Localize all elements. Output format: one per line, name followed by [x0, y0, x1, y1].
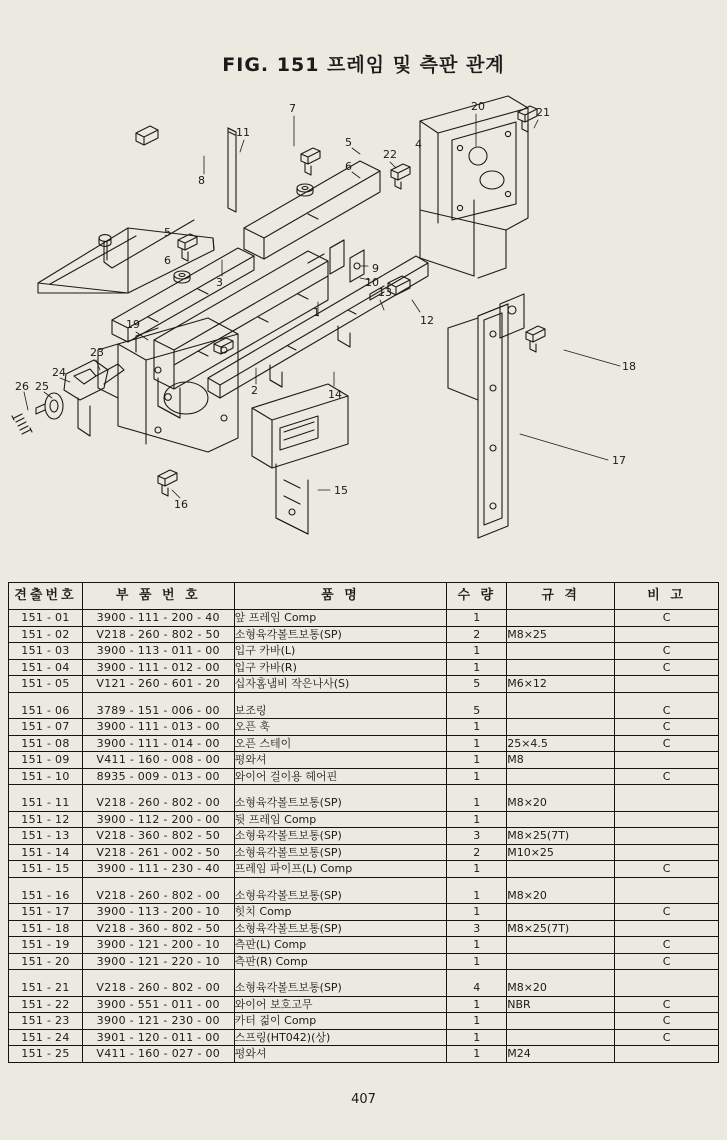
- callout-11: 11: [236, 126, 250, 139]
- cell-remark: [615, 795, 719, 811]
- cell-index: 151 - 17: [9, 904, 83, 921]
- cell-part-name: 소형육각볼트보통(SP): [234, 626, 447, 643]
- cell-spec: M8×25(7T): [507, 828, 615, 845]
- cell-qty: 1: [447, 610, 507, 627]
- cell-part-name: 십자홈냄비 작은나사(S): [234, 676, 447, 693]
- parts-table-container: [8, 582, 719, 1063]
- callout-16: 16: [174, 498, 188, 511]
- cell-part-number: 3901 - 120 - 011 - 00: [82, 1029, 234, 1046]
- cell-remark: [615, 1046, 719, 1063]
- cell-remark: [615, 844, 719, 861]
- spacer-cell: [447, 785, 507, 796]
- cell-spec: 25×4.5: [507, 735, 615, 752]
- cell-index: 151 - 13: [9, 828, 83, 845]
- cell-part-name: 힛치 Comp: [234, 904, 447, 921]
- cell-remark: C: [615, 904, 719, 921]
- cell-spec: M10×25: [507, 844, 615, 861]
- spacer-cell: [9, 692, 83, 703]
- table-row: [9, 752, 719, 769]
- spacer-cell: [507, 785, 615, 796]
- cell-spec: M8×25(7T): [507, 920, 615, 937]
- table-row: [9, 1013, 719, 1030]
- cell-part-name: 평와셔: [234, 1046, 447, 1063]
- cell-part-number: V218 - 261 - 002 - 50: [82, 844, 234, 861]
- callout-5b: 5: [164, 226, 171, 239]
- spacer-cell: [507, 692, 615, 703]
- cell-part-number: 3900 - 111 - 013 - 00: [82, 719, 234, 736]
- cell-index: 151 - 01: [9, 610, 83, 627]
- cell-index: 151 - 12: [9, 811, 83, 828]
- callout-18: 18: [622, 360, 636, 373]
- cell-part-name: 소형육각볼트보통(SP): [234, 844, 447, 861]
- table-row: [9, 980, 719, 996]
- spacer-cell: [615, 970, 719, 981]
- cell-spec: [507, 937, 615, 954]
- cell-remark: C: [615, 643, 719, 660]
- cell-qty: 1: [447, 1029, 507, 1046]
- parts-table: [8, 582, 719, 1063]
- spacer-cell: [9, 877, 83, 888]
- cell-part-number: V218 - 260 - 802 - 00: [82, 980, 234, 996]
- cell-part-number: V218 - 260 - 802 - 00: [82, 888, 234, 904]
- table-row: [9, 811, 719, 828]
- callout-22: 22: [383, 148, 397, 161]
- cell-remark: C: [615, 996, 719, 1013]
- cell-index: 151 - 03: [9, 643, 83, 660]
- table-row: [9, 861, 719, 878]
- cell-qty: 1: [447, 719, 507, 736]
- cell-part-name: 소형육각볼트보통(SP): [234, 920, 447, 937]
- cell-part-name: 앞 프레임 Comp: [234, 610, 447, 627]
- table-row: [9, 1046, 719, 1063]
- cell-remark: [615, 811, 719, 828]
- cell-spec: [507, 904, 615, 921]
- cell-index: 151 - 09: [9, 752, 83, 769]
- table-group-spacer: [9, 970, 719, 981]
- cell-part-name: 측판(L) Comp: [234, 937, 447, 954]
- table-row: [9, 626, 719, 643]
- cell-part-name: 스프링(HT042)(상): [234, 1029, 447, 1046]
- callout-26: 26: [15, 380, 29, 393]
- spacer-cell: [615, 785, 719, 796]
- cell-spec: M8×20: [507, 795, 615, 811]
- callout-8: 8: [198, 174, 205, 187]
- cell-qty: 2: [447, 844, 507, 861]
- cell-qty: 1: [447, 861, 507, 878]
- col-header-spec: 규 격: [507, 583, 615, 610]
- table-row: [9, 844, 719, 861]
- table-row: [9, 703, 719, 719]
- cell-qty: 1: [447, 811, 507, 828]
- callout-12: 12: [420, 314, 434, 327]
- table-row: [9, 735, 719, 752]
- cell-remark: [615, 752, 719, 769]
- page-number: 407: [351, 1092, 376, 1107]
- table-row: [9, 888, 719, 904]
- cell-part-number: 3789 - 151 - 006 - 00: [82, 703, 234, 719]
- cell-remark: C: [615, 659, 719, 676]
- table-row: [9, 920, 719, 937]
- spacer-cell: [234, 970, 447, 981]
- callout-4: 4: [415, 138, 422, 151]
- table-row: [9, 996, 719, 1013]
- cell-remark: C: [615, 1029, 719, 1046]
- spacer-cell: [234, 877, 447, 888]
- cell-index: 151 - 22: [9, 996, 83, 1013]
- spacer-cell: [447, 970, 507, 981]
- cell-remark: [615, 888, 719, 904]
- cell-index: 151 - 21: [9, 980, 83, 996]
- cell-remark: C: [615, 703, 719, 719]
- cell-part-number: V218 - 360 - 802 - 50: [82, 828, 234, 845]
- callout-9: 9: [372, 262, 379, 275]
- spacer-cell: [9, 970, 83, 981]
- table-row: [9, 610, 719, 627]
- cell-index: 151 - 10: [9, 768, 83, 785]
- cell-index: 151 - 06: [9, 703, 83, 719]
- cell-part-number: V411 - 160 - 027 - 00: [82, 1046, 234, 1063]
- cell-remark: C: [615, 953, 719, 970]
- cell-remark: C: [615, 1013, 719, 1030]
- cell-remark: [615, 980, 719, 996]
- spacer-cell: [447, 692, 507, 703]
- cell-remark: C: [615, 735, 719, 752]
- cell-spec: M24: [507, 1046, 615, 1063]
- cell-qty: 1: [447, 659, 507, 676]
- cell-spec: M8×20: [507, 980, 615, 996]
- cell-part-number: V218 - 260 - 802 - 50: [82, 626, 234, 643]
- cell-remark: [615, 626, 719, 643]
- cell-qty: 1: [447, 937, 507, 954]
- callout-7: 7: [289, 102, 296, 115]
- cell-qty: 1: [447, 752, 507, 769]
- callout-20: 20: [471, 100, 485, 113]
- cell-spec: [507, 1029, 615, 1046]
- cell-index: 151 - 08: [9, 735, 83, 752]
- callout-10: 10: [365, 276, 379, 289]
- cell-part-number: 3900 - 121 - 230 - 00: [82, 1013, 234, 1030]
- page-title: FIG. 151 프레임 및 측판 관계: [222, 54, 505, 76]
- cell-qty: 1: [447, 1013, 507, 1030]
- cell-remark: [615, 920, 719, 937]
- callout-23: 23: [90, 346, 104, 359]
- cell-index: 151 - 05: [9, 676, 83, 693]
- col-header-part-number: 부 품 번 호: [82, 583, 234, 610]
- cell-part-name: 와이어 보호고무: [234, 996, 447, 1013]
- cell-remark: C: [615, 937, 719, 954]
- cell-index: 151 - 11: [9, 795, 83, 811]
- cell-part-number: 3900 - 111 - 012 - 00: [82, 659, 234, 676]
- table-row: [9, 643, 719, 660]
- cell-spec: NBR: [507, 996, 615, 1013]
- spacer-cell: [9, 785, 83, 796]
- spacer-cell: [615, 877, 719, 888]
- cell-qty: 1: [447, 1046, 507, 1063]
- cell-index: 151 - 14: [9, 844, 83, 861]
- cell-part-name: 오픈 훅: [234, 719, 447, 736]
- cell-spec: [507, 953, 615, 970]
- callout-21: 21: [536, 106, 550, 119]
- cell-part-number: 8935 - 009 - 013 - 00: [82, 768, 234, 785]
- cell-part-number: 3900 - 112 - 200 - 00: [82, 811, 234, 828]
- cell-part-name: 소형육각볼트보통(SP): [234, 795, 447, 811]
- cell-index: 151 - 25: [9, 1046, 83, 1063]
- callout-19: 19: [126, 318, 140, 331]
- col-header-part-name: 품 명: [234, 583, 447, 610]
- cell-qty: 1: [447, 643, 507, 660]
- cell-qty: 4: [447, 980, 507, 996]
- exploded-parts-diagram: [8, 88, 719, 568]
- cell-qty: 1: [447, 953, 507, 970]
- table-row: [9, 937, 719, 954]
- spacer-cell: [234, 785, 447, 796]
- callout-2: 2: [251, 384, 258, 397]
- cell-part-name: 뒷 프레임 Comp: [234, 811, 447, 828]
- spacer-cell: [447, 877, 507, 888]
- cell-part-number: 3900 - 121 - 200 - 10: [82, 937, 234, 954]
- cell-part-name: 보조링: [234, 703, 447, 719]
- spacer-cell: [82, 970, 234, 981]
- table-row: [9, 1029, 719, 1046]
- cell-qty: 1: [447, 904, 507, 921]
- cell-qty: 5: [447, 676, 507, 693]
- cell-spec: M8: [507, 752, 615, 769]
- table-group-spacer: [9, 785, 719, 796]
- spacer-cell: [82, 877, 234, 888]
- spacer-cell: [82, 785, 234, 796]
- cell-spec: M8×20: [507, 888, 615, 904]
- cell-index: 151 - 02: [9, 626, 83, 643]
- spacer-cell: [507, 970, 615, 981]
- cell-index: 151 - 24: [9, 1029, 83, 1046]
- col-header-remark: 비 고: [615, 583, 719, 610]
- table-row: [9, 768, 719, 785]
- table-group-spacer: [9, 692, 719, 703]
- callout-17: 17: [612, 454, 626, 467]
- callout-3: 3: [216, 276, 223, 289]
- cell-remark: C: [615, 610, 719, 627]
- cell-index: 151 - 18: [9, 920, 83, 937]
- cell-part-name: 오픈 스테이: [234, 735, 447, 752]
- cell-spec: [507, 1013, 615, 1030]
- cell-spec: [507, 659, 615, 676]
- cell-qty: 3: [447, 920, 507, 937]
- cell-part-name: 소형육각볼트보통(SP): [234, 828, 447, 845]
- cell-part-name: 프레임 파이프(L) Comp: [234, 861, 447, 878]
- table-row: [9, 828, 719, 845]
- callout-15: 15: [334, 484, 348, 497]
- spacer-cell: [234, 692, 447, 703]
- callout-6b: 6: [164, 254, 171, 267]
- cell-spec: [507, 768, 615, 785]
- cell-part-number: V121 - 260 - 601 - 20: [82, 676, 234, 693]
- cell-spec: M8×25: [507, 626, 615, 643]
- cell-part-name: 입구 카바(R): [234, 659, 447, 676]
- cell-spec: M6×12: [507, 676, 615, 693]
- cell-part-number: 3900 - 111 - 230 - 40: [82, 861, 234, 878]
- cell-part-name: 측판(R) Comp: [234, 953, 447, 970]
- cell-part-name: 평와셔: [234, 752, 447, 769]
- cell-remark: C: [615, 861, 719, 878]
- cell-part-number: 3900 - 113 - 200 - 10: [82, 904, 234, 921]
- callout-24: 24: [52, 366, 66, 379]
- cell-index: 151 - 23: [9, 1013, 83, 1030]
- spacer-cell: [82, 692, 234, 703]
- cell-index: 151 - 15: [9, 861, 83, 878]
- cell-qty: 1: [447, 768, 507, 785]
- cell-part-number: V218 - 260 - 802 - 00: [82, 795, 234, 811]
- table-row: [9, 904, 719, 921]
- cell-spec: [507, 610, 615, 627]
- cell-part-name: 소형육각볼트보통(SP): [234, 888, 447, 904]
- cell-part-number: 3900 - 111 - 014 - 00: [82, 735, 234, 752]
- col-header-qty: 수 량: [447, 583, 507, 610]
- table-row: [9, 676, 719, 693]
- callout-1: 1: [313, 306, 320, 319]
- cell-part-name: 와이어 걸이용 헤어핀: [234, 768, 447, 785]
- cell-qty: 1: [447, 735, 507, 752]
- callout-14: 14: [328, 388, 342, 401]
- cell-index: 151 - 19: [9, 937, 83, 954]
- cell-part-name: 입구 카바(L): [234, 643, 447, 660]
- callout-6a: 6: [345, 160, 352, 173]
- cell-part-name: 소형육각볼트보통(SP): [234, 980, 447, 996]
- cell-index: 151 - 07: [9, 719, 83, 736]
- cell-spec: [507, 861, 615, 878]
- cell-qty: 1: [447, 996, 507, 1013]
- cell-index: 151 - 20: [9, 953, 83, 970]
- cell-part-number: 3900 - 121 - 220 - 10: [82, 953, 234, 970]
- table-row: [9, 719, 719, 736]
- cell-qty: 1: [447, 795, 507, 811]
- cell-part-number: 3900 - 113 - 011 - 00: [82, 643, 234, 660]
- table-row: [9, 953, 719, 970]
- cell-spec: [507, 719, 615, 736]
- spacer-cell: [507, 877, 615, 888]
- cell-part-number: 3900 - 111 - 200 - 40: [82, 610, 234, 627]
- cell-spec: [507, 643, 615, 660]
- table-row: [9, 795, 719, 811]
- table-row: [9, 659, 719, 676]
- cell-part-number: 3900 - 551 - 011 - 00: [82, 996, 234, 1013]
- cell-remark: C: [615, 768, 719, 785]
- cell-spec: [507, 703, 615, 719]
- table-header-row: [9, 583, 719, 610]
- cell-part-number: V218 - 360 - 802 - 50: [82, 920, 234, 937]
- cell-part-number: V411 - 160 - 008 - 00: [82, 752, 234, 769]
- cell-spec: [507, 811, 615, 828]
- callout-5a: 5: [345, 136, 352, 149]
- table-group-spacer: [9, 877, 719, 888]
- cell-remark: [615, 676, 719, 693]
- callout-13: 13: [378, 286, 392, 299]
- cell-remark: C: [615, 719, 719, 736]
- col-header-index: 견출번호: [9, 583, 83, 610]
- cell-qty: 1: [447, 888, 507, 904]
- cell-index: 151 - 04: [9, 659, 83, 676]
- cell-qty: 5: [447, 703, 507, 719]
- cell-part-name: 카터 걺이 Comp: [234, 1013, 447, 1030]
- cell-remark: [615, 828, 719, 845]
- cell-qty: 3: [447, 828, 507, 845]
- cell-qty: 2: [447, 626, 507, 643]
- table-body: [9, 610, 719, 1063]
- spacer-cell: [615, 692, 719, 703]
- cell-index: 151 - 16: [9, 888, 83, 904]
- callout-25: 25: [35, 380, 49, 393]
